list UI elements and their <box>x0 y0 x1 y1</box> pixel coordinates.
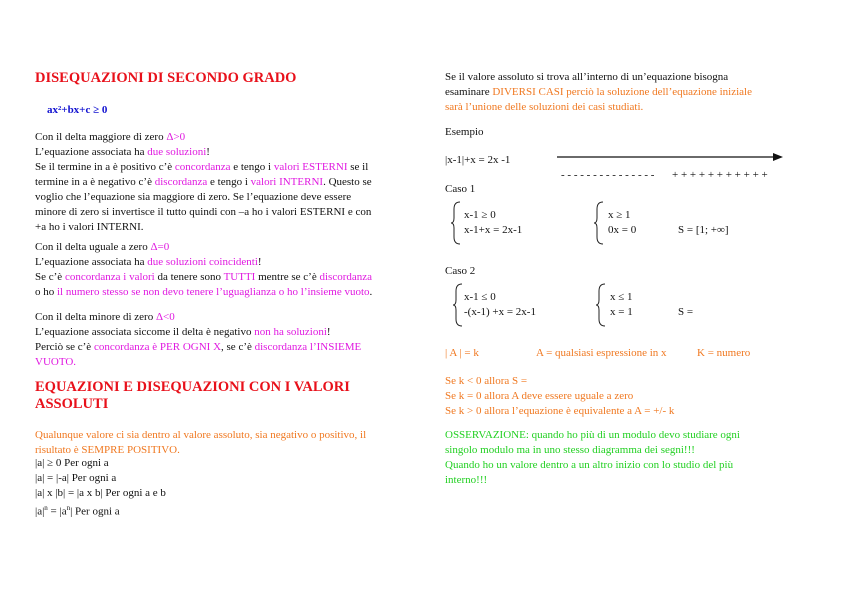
case-1-system-1: x-1 ≥ 0 x-1+x = 2x-1 <box>464 209 523 236</box>
example-label: Esempio <box>445 126 484 138</box>
case-1-label: Caso 1 <box>445 183 476 195</box>
abs-rule-A: A = qualsiasi espressione in x <box>536 347 667 359</box>
abs-rule-cases: Se k < 0 allora S = Se k = 0 allora A deve essere uguale a zero Se k > 0 allora l’equazione è equivalente a A = +/- k <box>445 375 675 417</box>
absolute-intro: Qualunque valore ci sia dentro al valore assoluto, sia negativo o positivo, il risultato è SEMPRE POSITIVO. <box>35 429 367 456</box>
abs-rule-equation: | A | = k <box>445 347 479 359</box>
brace-icon <box>453 283 463 327</box>
sign-positive: + + + + + + + + + + + <box>672 169 768 181</box>
general-formula: ax²+bx+c ≥ 0 <box>47 104 108 116</box>
abs-rule-K: K = numero <box>697 347 751 359</box>
case-2-system-2: x ≤ 1 x = 1 <box>610 291 633 318</box>
brace-icon <box>594 201 604 245</box>
section-title-valori-assoluti: EQUAZIONI E DISEQUAZIONI CON I VALORI ASSOLUTI <box>35 379 350 412</box>
absolute-properties <box>35 456 166 520</box>
case-2-label: Caso 2 <box>445 265 476 277</box>
property-line: |a| ≥ 0 Per ogni a <box>35 457 109 469</box>
delta-negative-block: Con il delta minore di zero Δ<0 L’equazione associata siccome il delta è negativo non ha soluzioni! Perciò se c’è concordanza è PER OGNI X, se c’è discordanza l’INSIEME VUOTO. <box>35 311 362 368</box>
brace-icon <box>451 201 461 245</box>
delta-zero-block: Con il delta uguale a zero Δ=0 L’equazione associata ha due soluzioni coincidenti! Se c’è concordanza i valori da tenere sono TUTTI mentre se c’è discordanza o ho il numero stesso se non devo tenere l’uguaglianza o ho l’insieme vuoto. <box>35 241 373 298</box>
property-line: |a| = |-a| Per ogni a <box>35 472 117 484</box>
example-equation: |x-1|+x = 2x -1 <box>445 154 511 166</box>
brace-icon <box>596 283 606 327</box>
section-title-disequazioni: DISEQUAZIONI DI SECONDO GRADO <box>35 70 297 86</box>
sign-negative: - - - - - - - - - - - - - - - <box>561 169 655 181</box>
observation: OSSERVAZIONE: quando ho più di un modulo devo studiare ogni singolo modulo ma in uno stesso diagramma dei segni!!! Quando ho un valore dentro a un altro inizio con lo studio del più interno!!! <box>445 429 740 486</box>
case-2-system-1: x-1 ≤ 0 -(x-1) +x = 2x-1 <box>464 291 536 318</box>
property-line: |a| x |b| = |a x b| Per ogni a e b <box>35 487 166 499</box>
property-line: $|a|^n = |a^n|$ Per ogni a <box>35 504 120 518</box>
sign-axis-arrow <box>555 151 785 163</box>
delta-positive-block: Con il delta maggiore di zero Δ>0 L’equazione associata ha due soluzioni! Se il termine in a è positivo c’è concordanza e tengo i valori ESTERNI se il termine in a è negativo c’è discordanza e tengo i valori INTERNI. Questo se voglio che l’equazione sia maggiore di zero. Se l’equazione deve essere minore di zero si invertisce il tutto quindi con –a ho i valori ESTERNI e con +a ho i valori INTERNI. <box>35 131 372 233</box>
case-1-system-2: x ≥ 1 0x = 0 <box>608 209 637 236</box>
right-intro: Se il valore assoluto si trova all’interno di un’equazione bisogna esaminare DIVERSI CASI perciò la soluzione dell’equazione iniziale sarà l’unione delle soluzioni dei casi studiati. <box>445 71 752 113</box>
case-1-solution: S = [1; +∞] <box>678 224 729 236</box>
case-2-solution: S = <box>678 306 694 318</box>
